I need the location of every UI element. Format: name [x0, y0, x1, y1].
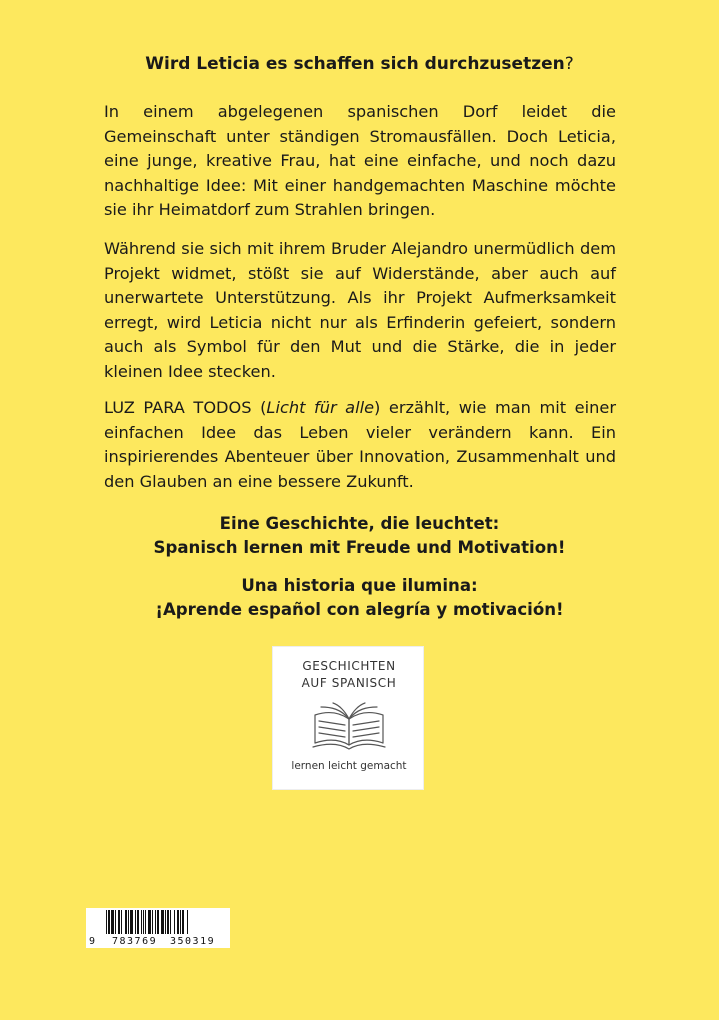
tagline-german-line-2: Spanisch lernen mit Freude und Motivation! — [153, 538, 566, 557]
barcode-bar — [148, 910, 151, 934]
barcode-bar — [111, 910, 114, 934]
barcode-bar — [115, 910, 116, 934]
barcode-bar — [135, 910, 136, 934]
heading-question-mark: ? — [564, 54, 574, 74]
barcode-bar — [174, 910, 175, 934]
blurb-paragraph-2: Während sie sich mit ihrem Bruder Alejandro unermüdlich dem Projekt widmet, stößt sie auf Widerstände, aber auch auf unerwartete Unterstützung. Als ihr Projekt Aufmerksamkeit erregt, wird Leticia nicht nur als Erfinderin gefeiert, sondern auch als Symbol für den Mut und die Stärke, die in jeder kleinen Idee stecken. — [104, 239, 616, 381]
barcode-bar — [187, 910, 188, 934]
barcode-bar — [141, 910, 142, 934]
barcode-bar — [157, 910, 159, 934]
barcode-bar — [180, 910, 181, 934]
barcode-first-digit: 9 — [89, 936, 96, 947]
barcode-bar — [130, 910, 133, 934]
blurb-paragraph-3-text: ) erzählt, wie man mit einer einfachen Idee das Leben vieler verändern kann. Ein inspirierendes Abenteuer über Innovation, Zusammenhalt und den Glauben an eine bessere Zukunft. — [104, 398, 616, 491]
barcode-bar — [108, 910, 110, 934]
barcode-bar — [182, 910, 184, 934]
logo-subtitle: lernen leicht gemacht — [291, 760, 407, 772]
blurb-paragraph-1: In einem abgelegenen spanischen Dorf leidet die Gemeinschaft unter ständigen Stromausfällen. Doch Leticia, eine junge, kreative Frau, hat eine einfache, und noch dazu nachhaltige Idee: Mit einer handgemachten Maschine möchte sie ihr Heimatdorf zum Strahlen bringen. — [104, 102, 616, 220]
barcode-bar — [177, 910, 179, 934]
barcode-bar — [106, 910, 107, 934]
tagline-spanish-line-1: Una historia que ilumina: — [241, 576, 478, 595]
barcode-bar — [165, 910, 166, 934]
barcode-bar — [167, 910, 169, 934]
barcode-bar — [143, 910, 144, 934]
open-book-icon — [309, 701, 389, 751]
barcode-bar — [118, 910, 120, 934]
tagline-german-line-1: Eine Geschichte, die leuchtet: — [219, 514, 500, 533]
heading-question: Wird Leticia es schaffen sich durchzusetzen — [145, 54, 565, 74]
tagline-spanish-line-2: ¡Aprende español con alegría y motivación! — [155, 600, 564, 619]
isbn-barcode — [86, 908, 230, 948]
logo-line-2: AUF SPANISCH — [301, 676, 397, 690]
barcode-bar — [161, 910, 164, 934]
book-title-translation: Licht für alle — [266, 398, 375, 417]
tagline-german — [0, 512, 719, 560]
barcode-bar — [145, 910, 146, 934]
barcode-bar — [128, 910, 129, 934]
logo-line-1: GESCHICHTEN — [302, 659, 396, 673]
barcode-bar — [121, 910, 122, 934]
publisher-logo — [272, 646, 424, 790]
back-cover-heading — [0, 52, 719, 76]
tagline-spanish — [0, 574, 719, 622]
barcode-bars — [86, 908, 230, 938]
blurb-paragraph-3 — [104, 396, 616, 494]
barcode-bar — [170, 910, 171, 934]
barcode-right-digits: 350319 — [170, 936, 216, 947]
barcode-left-digits: 783769 — [112, 936, 158, 947]
barcode-bar — [125, 910, 127, 934]
barcode-bar — [137, 910, 139, 934]
book-title: LUZ PARA TODOS ( — [104, 398, 267, 417]
barcode-bar — [155, 910, 156, 934]
barcode-bar — [152, 910, 153, 934]
